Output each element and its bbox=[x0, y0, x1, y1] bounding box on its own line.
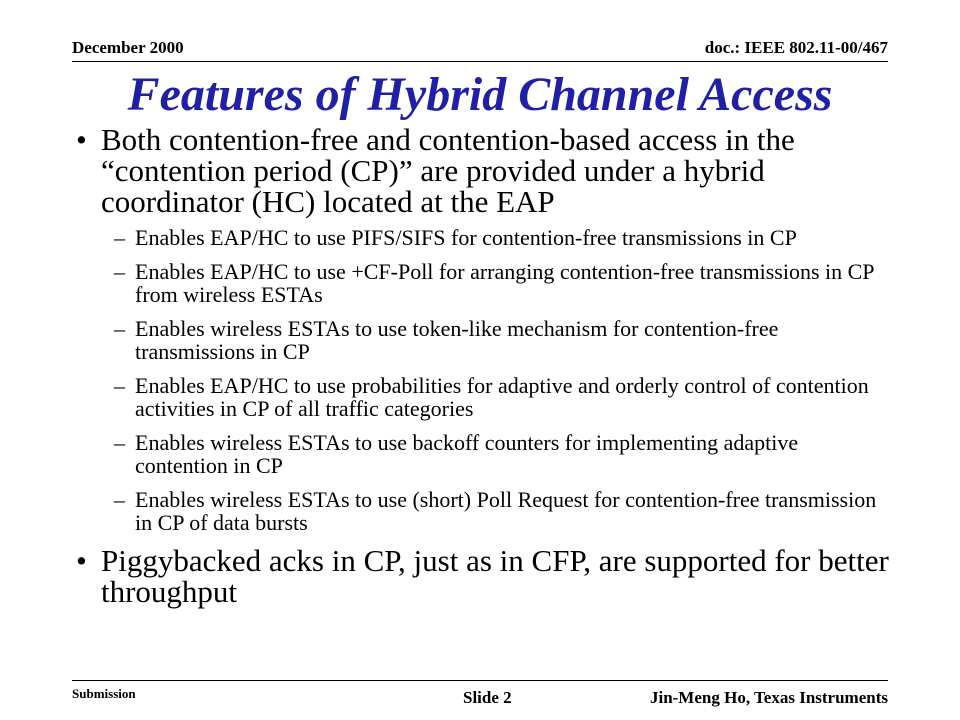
header-date: December 2000 bbox=[72, 38, 184, 57]
sub-bullet-text: Enables EAP/HC to use +CF-Poll for arranging contention-free transmissions in CP from wireless ESTAs bbox=[135, 259, 874, 307]
sub-bullet-marker: – bbox=[114, 487, 125, 512]
sub-bullet-marker: – bbox=[114, 430, 125, 455]
bullet-text: Both contention-free and contention-based access in the “contention period (CP)” are provided under a hybrid coordinator (HC) located at the EAP bbox=[101, 122, 795, 219]
bullet-marker: • bbox=[76, 543, 87, 578]
sub-bullet-text: Enables wireless ESTAs to use backoff counters for implementing adaptive contention in CP bbox=[135, 430, 799, 478]
footer-divider bbox=[72, 680, 888, 681]
sub-bullet-text: Enables EAP/HC to use probabilities for adaptive and orderly control of contention activities in CP of all traffic categories bbox=[135, 373, 869, 421]
footer-author: Jin-Meng Ho, Texas Instruments bbox=[649, 688, 888, 707]
sub-bullet-item bbox=[72, 317, 892, 363]
slide-body bbox=[72, 124, 892, 616]
sub-bullet-marker: – bbox=[114, 259, 125, 284]
sub-bullet-text: Enables wireless ESTAs to use (short) Poll Request for contention-free transmission in CP of data bursts bbox=[135, 487, 877, 535]
bullet-marker: • bbox=[76, 122, 87, 157]
sub-bullet-marker: – bbox=[114, 225, 125, 250]
sub-bullet-item bbox=[72, 488, 892, 534]
bullet-text: Piggybacked acks in CP, just as in CFP, are supported for better throughput bbox=[101, 543, 889, 609]
footer-submission: Submission bbox=[72, 686, 136, 701]
header-divider bbox=[72, 61, 888, 62]
header-doc-number: doc.: IEEE 802.11-00/467 bbox=[704, 38, 888, 57]
sub-bullet-text: Enables EAP/HC to use PIFS/SIFS for contention-free transmissions in CP bbox=[135, 225, 797, 250]
bullet-item bbox=[72, 124, 892, 217]
footer-slide-number: Slide 2 bbox=[463, 688, 512, 707]
sub-bullet-item bbox=[72, 431, 892, 477]
sub-bullet-text: Enables wireless ESTAs to use token-like mechanism for contention-free transmissions in CP bbox=[135, 316, 779, 364]
slide-title: Features of Hybrid Channel Access bbox=[127, 68, 833, 121]
sub-bullet-item bbox=[72, 226, 892, 249]
sub-bullet-item bbox=[72, 260, 892, 306]
sub-bullet-marker: – bbox=[114, 373, 125, 398]
bullet-item bbox=[72, 545, 892, 607]
sub-bullet-item bbox=[72, 374, 892, 420]
sub-bullet-marker: – bbox=[114, 316, 125, 341]
